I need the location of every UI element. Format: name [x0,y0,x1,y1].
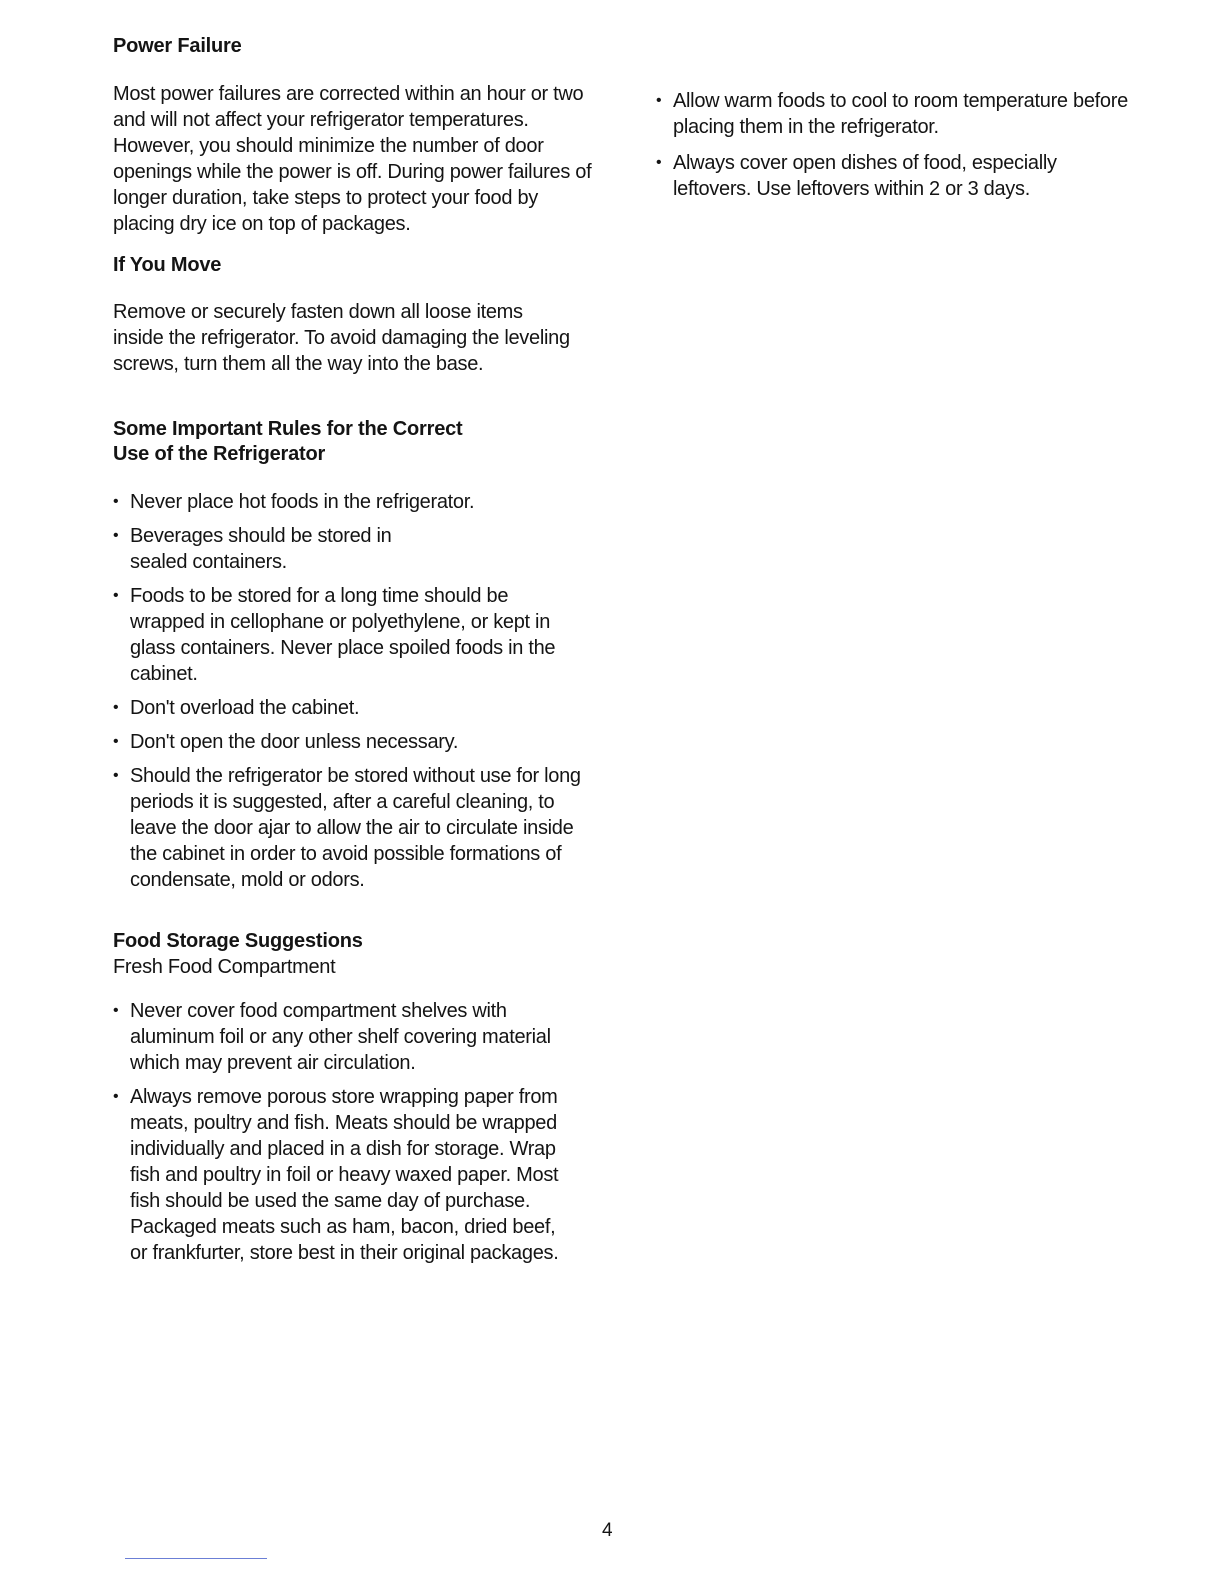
list-item: • Always remove porous store wrapping paper from meats, poultry and fish. Meats should be wrapped individually and placed in a dish for storage. Wrap fish and poultry in foil or heavy waxed paper. Most fish should be used the same day of purchase. Packaged meats such as ham, bacon, dried beef, or frankfurter, store best in their original packages. [113,1084,575,1266]
important-rules-list [113,489,583,893]
important-rules-heading-line1: Some Important Rules for the Correct [113,418,463,440]
list-item: • Always cover open dishes of food, especially leftovers. Use leftovers within 2 or 3 days. [656,150,1136,202]
food-storage-list [113,998,575,1266]
list-item: • Beverages should be stored in sealed containers. [113,523,430,575]
page-number: 4 [602,1520,613,1541]
right-column-list [656,88,1136,202]
list-item: • Never cover food compartment shelves with aluminum foil or any other shelf covering material which may prevent air circulation. [113,998,575,1076]
list-item: • Don't open the door unless necessary. [113,729,583,755]
list-item: • Never place hot foods in the refrigerator. [113,489,583,515]
footer-rule [125,1558,267,1559]
list-item: • Allow warm foods to cool to room temperature before placing them in the refrigerator. [656,88,1136,140]
if-you-move-heading: If You Move [113,254,222,276]
list-item: • Don't overload the cabinet. [113,695,583,721]
power-failure-section [113,34,603,237]
list-item: • Should the refrigerator be stored without use for long periods it is suggested, after a careful cleaning, to leave the door ajar to allow the air to circulate inside the cabinet in order to avoid possible formations of condensate, mold or odors. [113,763,583,893]
important-rules-heading-line2: Use of the Refrigerator [113,443,326,465]
right-column [656,88,1136,202]
important-rules-section [113,417,603,893]
power-failure-body: Most power failures are corrected within an hour or two and will not affect your refrigerator temperatures. However, you should minimize the number of door openings while the power is off. During power failures of longer duration, take steps to protect your food by placing dry ice on top of packages. [113,83,592,235]
list-item: • Foods to be stored for a long time should be wrapped in cellophane or polyethylene, or kept in glass containers. Never place spoiled foods in the cabinet. [113,583,583,687]
power-failure-heading: Power Failure [113,35,242,57]
food-storage-subheading: Fresh Food Compartment [113,956,336,978]
food-storage-heading: Food Storage Suggestions [113,930,363,952]
left-column [113,34,603,1266]
food-storage-section [113,929,603,1266]
if-you-move-section [113,253,603,377]
if-you-move-body: Remove or securely fasten down all loose items inside the refrigerator. To avoid damaging the leveling screws, turn them all the way into the base. [113,301,570,375]
